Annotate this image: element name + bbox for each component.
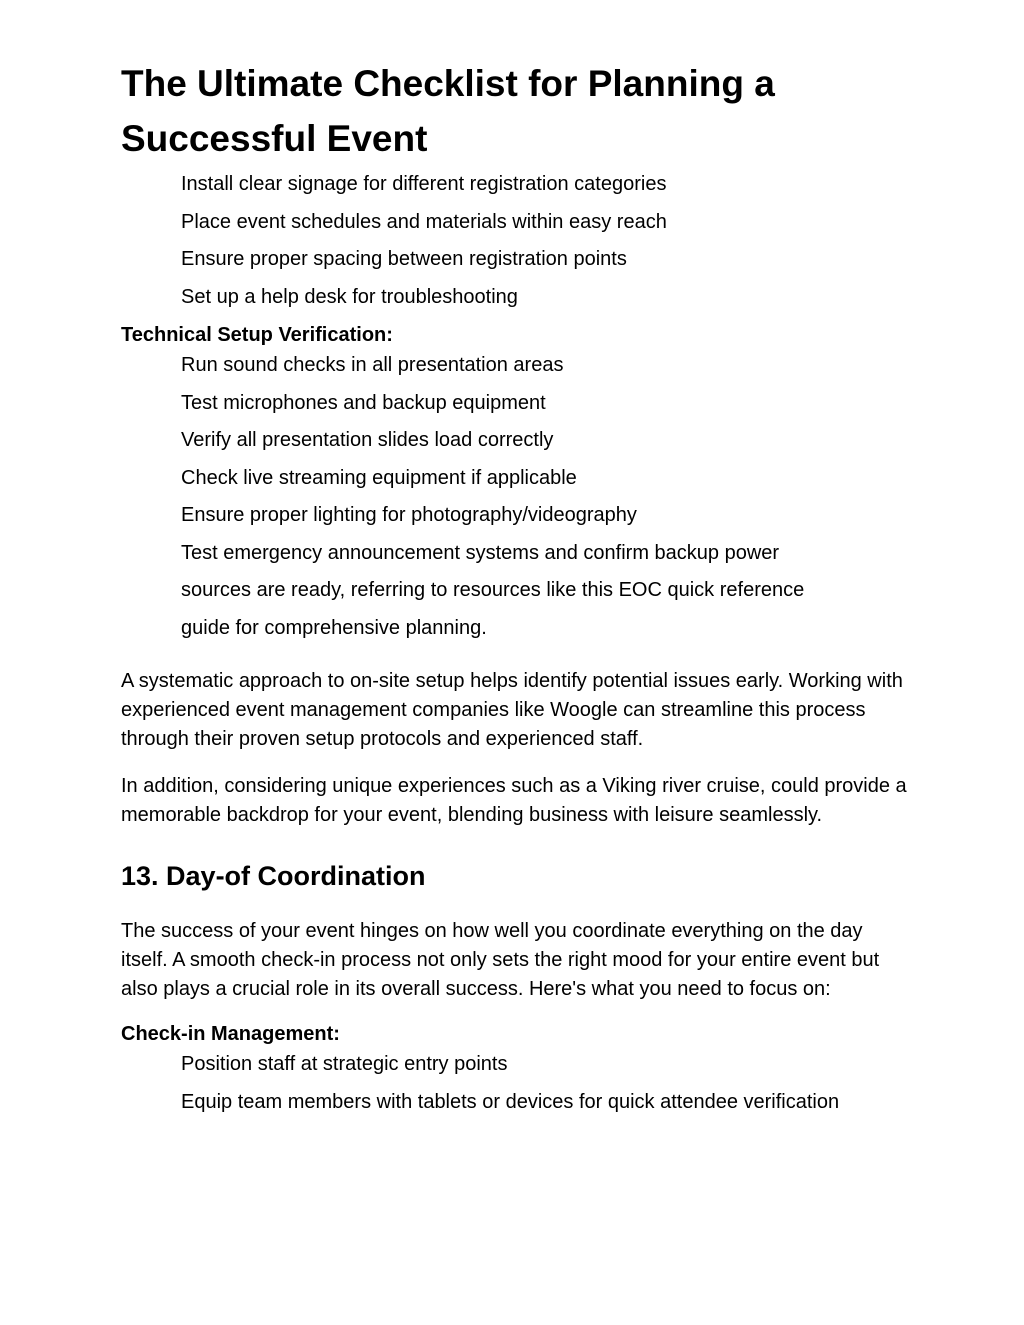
- technical-list: [121, 347, 911, 647]
- checkin-heading: Check-in Management:: [121, 1023, 340, 1045]
- list-item: Position staff at strategic entry points: [181, 1053, 508, 1075]
- list-item: Ensure proper spacing between registration points: [181, 248, 627, 270]
- list-item: guide for comprehensive planning.: [181, 616, 487, 639]
- list-item: Equip team members with tablets or devices for quick attendee verification: [181, 1090, 840, 1113]
- list-item: Set up a help desk for troubleshooting: [181, 285, 518, 308]
- list-item: Test emergency announcement systems and confirm backup power: [181, 541, 780, 564]
- list-item: Verify all presentation slides load correctly: [181, 429, 554, 451]
- list-item: Check live streaming equipment if applicable: [181, 466, 577, 489]
- registration-list: [121, 166, 911, 316]
- list-item: Test microphones and backup equipment: [181, 391, 546, 414]
- list-item: Ensure proper lighting for photography/videography: [181, 504, 637, 526]
- list-item: Place event schedules and materials within easy reach: [181, 210, 667, 233]
- checkin-list: [121, 1046, 911, 1121]
- document-title: The Ultimate Checklist for Planning a Successful Event: [121, 63, 775, 159]
- paragraph-day-of: The success of your event hinges on how well you coordinate everything on the day itself. A smooth check-in process not only sets the right mood for your entire event but also plays a crucial role in its overall success. Here's what you need to focus on:: [121, 920, 880, 1000]
- list-item: Install clear signage for different registration categories: [181, 173, 667, 195]
- section-heading: 13. Day-of Coordination: [121, 861, 426, 891]
- document-page: [121, 56, 911, 1121]
- list-item: sources are ready, referring to resources like this EOC quick reference: [181, 579, 805, 601]
- technical-setup-heading: Technical Setup Verification:: [121, 324, 393, 346]
- paragraph-viking-cruise: In addition, considering unique experiences such as a Viking river cruise, could provide a memorable backdrop for your event, blending business with leisure seamlessly.: [121, 775, 907, 826]
- paragraph-setup-approach: A systematic approach to on-site setup helps identify potential issues early. Working with experienced event management companies like Woogle can streamline this process through their proven setup protocols and experienced staff.: [121, 670, 903, 750]
- list-item: Run sound checks in all presentation areas: [181, 354, 564, 376]
